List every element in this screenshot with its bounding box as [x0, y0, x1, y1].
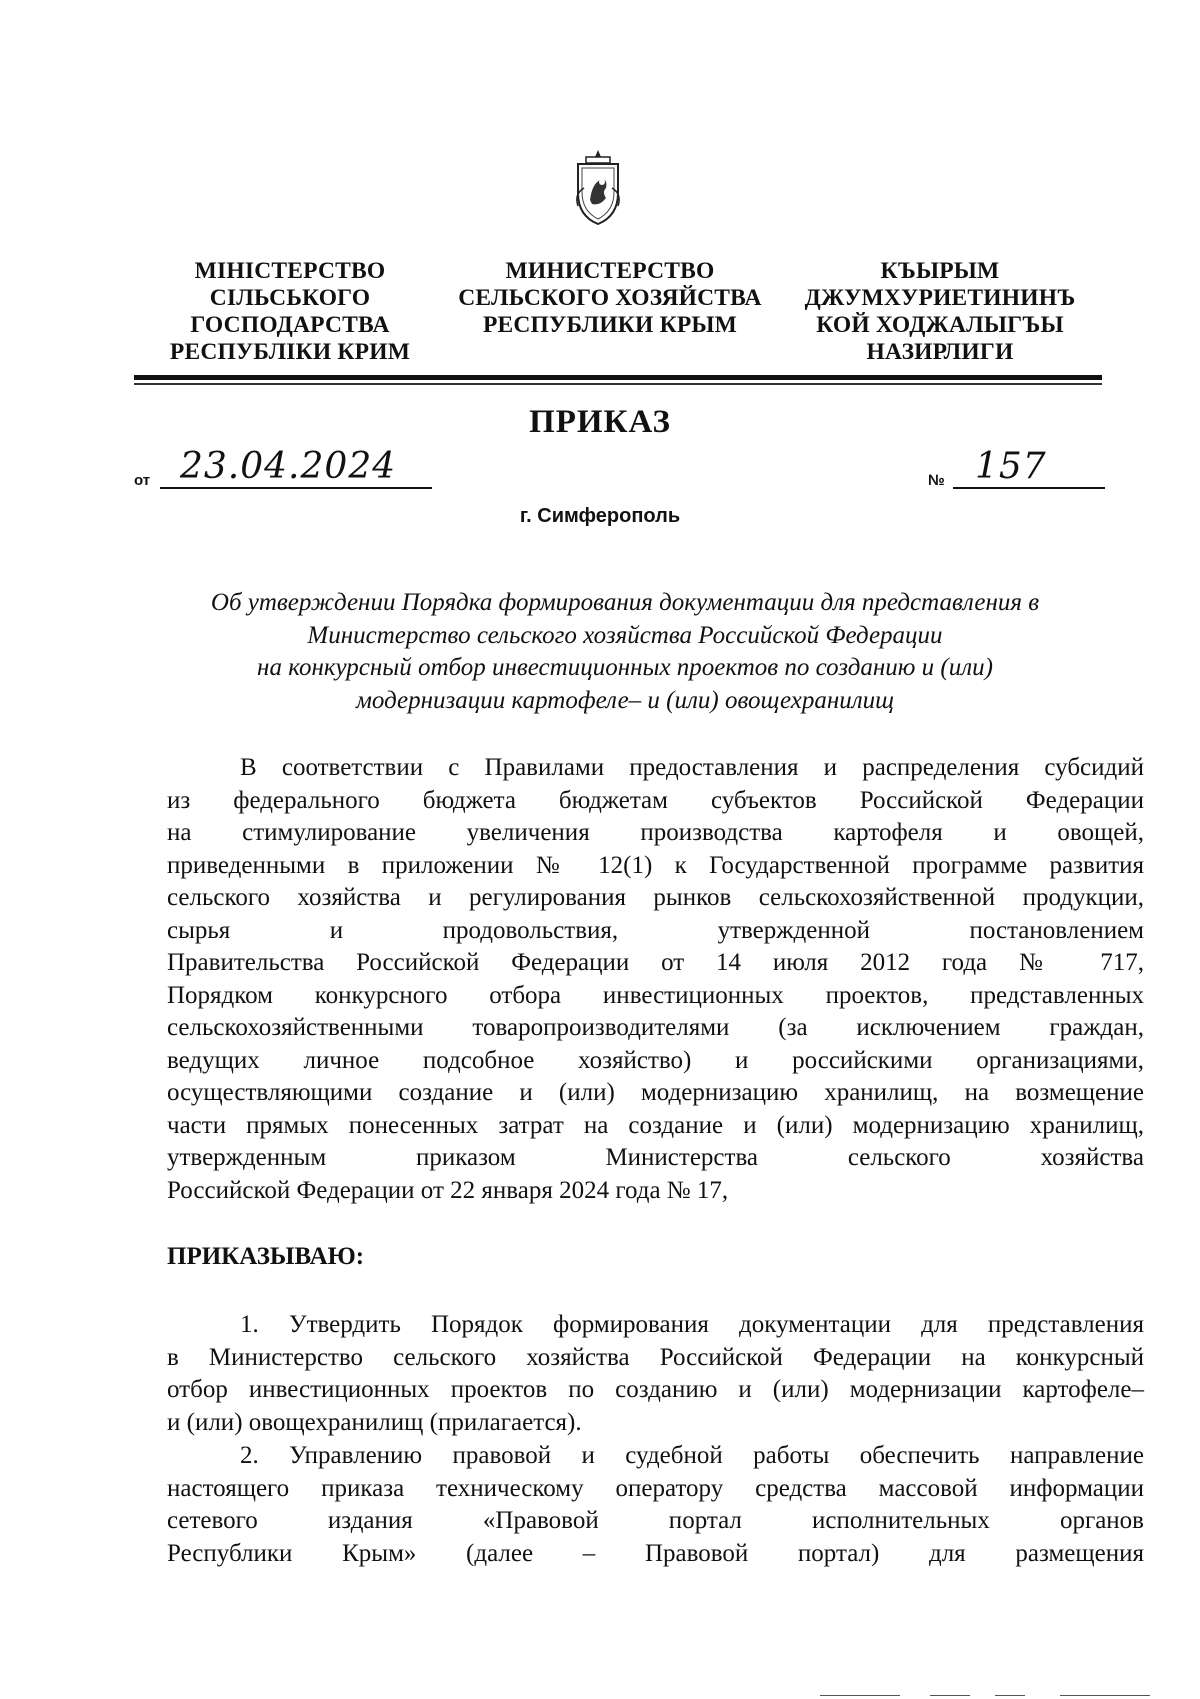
coat-of-arms-icon [568, 148, 628, 228]
preamble-line: Порядком конкурсного отбора инвестиционных проектов, представленных [167, 981, 1144, 1009]
subject-line: модернизации картофеле– и (или) овощехранилищ [355, 686, 895, 714]
item-1-line: в Министерство сельского хозяйства Российской Федерации на конкурсный [167, 1343, 1144, 1371]
item-2-line: 2. Управлению правовой и судебной работы обеспечить направление [240, 1442, 1144, 1469]
header-left-line: РЕСПУБЛІКИ КРИМ [169, 339, 411, 365]
date-label: от [134, 472, 151, 489]
header-left-line: ГОСПОДАРСТВА [190, 312, 390, 338]
scan-artifact [930, 1695, 970, 1696]
preamble-line: Правительства Российской Федерации от 14 июля 2012 года № 717, [167, 949, 1144, 976]
header-divider-thick [134, 375, 1102, 380]
header-crimean-tatar [790, 258, 1090, 366]
item-2-line: сетевого издания «Правовой портал исполнительных органов [167, 1507, 1144, 1534]
order-number: 157 [975, 446, 1047, 487]
preamble-line: Российской Федерации от 22 января 2024 года № 17, [167, 1176, 729, 1204]
order-subject [170, 587, 1080, 717]
header-right-line: КЪЫРЫМ [880, 258, 1000, 284]
header-left-line: МІНІСТЕРСТВО [194, 258, 386, 284]
number-underline [953, 487, 1105, 489]
preamble-paragraph [167, 752, 1144, 1207]
item-1-line: и (или) овощехранилищ (прилагается). [167, 1408, 582, 1436]
date-underline [160, 487, 432, 489]
item-2-line: настоящего приказа техническому оператору средства массовой информации [167, 1474, 1144, 1502]
preamble-line: сырья и продовольствия, утвержденной постановлением [167, 916, 1144, 944]
item-2 [167, 1440, 1144, 1570]
preamble-line: утвержденным приказом Министерства сельского хозяйства [167, 1144, 1144, 1171]
order-title: ПРИКАЗ [529, 404, 671, 440]
subject-line: на конкурсный отбор инвестиционных проектов по созданию и (или) [257, 654, 993, 681]
item-1-line: 1. Утвердить Порядок формирования документации для представления [240, 1311, 1144, 1338]
header-right-line: НАЗИРЛИГИ [866, 339, 1014, 365]
preamble-line: сельскохозяйственными товаропроизводителями (за исключением граждан, [167, 1014, 1144, 1041]
preamble-line: части прямых понесенных затрат на создание и (или) модернизацию хранилищ, [167, 1111, 1144, 1139]
header-right-line: КОЙ ХОДЖАЛЫГЪЫ [816, 312, 1064, 338]
preamble-line: сельского хозяйства и регулирования рынков сельскохозяйственной продукции, [167, 884, 1144, 911]
preamble-line: из федерального бюджета бюджетам субъектов Российской Федерации [167, 786, 1144, 814]
header-center-line: МИНИСТЕРСТВО [505, 258, 715, 284]
preamble-line: ведущих личное подсобное хозяйство) и российскими организациями, [167, 1046, 1144, 1074]
preamble-line: В соответствии с Правилами предоставления и распределения субсидий [240, 754, 1144, 781]
header-divider-thin [134, 383, 1102, 385]
scan-artifact [1060, 1695, 1150, 1696]
scan-artifact [820, 1695, 900, 1696]
number-label: № [928, 472, 945, 489]
header-center-line: РЕСПУБЛИКИ КРЫМ [482, 312, 738, 338]
city: г. Симферополь [519, 505, 681, 527]
subject-line: Об утверждении Порядка формирования документации для представления в [210, 589, 1040, 616]
header-left-line: СІЛЬСЬКОГО [209, 285, 371, 311]
item-1 [167, 1309, 1144, 1439]
item-2-line: Республики Крым» (далее – Правовой портал) для размещения [167, 1539, 1144, 1567]
header-ukrainian [150, 258, 430, 366]
preamble-line: на стимулирование увеличения производства картофеля и овощей, [167, 819, 1144, 846]
header-russian [440, 258, 780, 339]
preamble-line: приведенными в приложении № 12(1) к Государственной программе развития [167, 851, 1144, 879]
subject-line: Министерство сельского хозяйства Российской Федерации [307, 621, 943, 649]
scan-artifact [995, 1695, 1025, 1696]
preamble-line: осуществляющими создание и (или) модернизацию хранилищ, на возмещение [167, 1079, 1144, 1106]
header-center-line: СЕЛЬСКОГО ХОЗЯЙСТВА [458, 285, 762, 311]
decree-word: ПРИКАЗЫВАЮ: [167, 1243, 365, 1270]
order-date: 23.04.2024 [180, 446, 397, 487]
header-right-line: ДЖУМХУРИЕТИНИНЪ [804, 285, 1076, 311]
item-1-line: отбор инвестиционных проектов по созданию и (или) модернизации картофеле– [167, 1376, 1144, 1403]
